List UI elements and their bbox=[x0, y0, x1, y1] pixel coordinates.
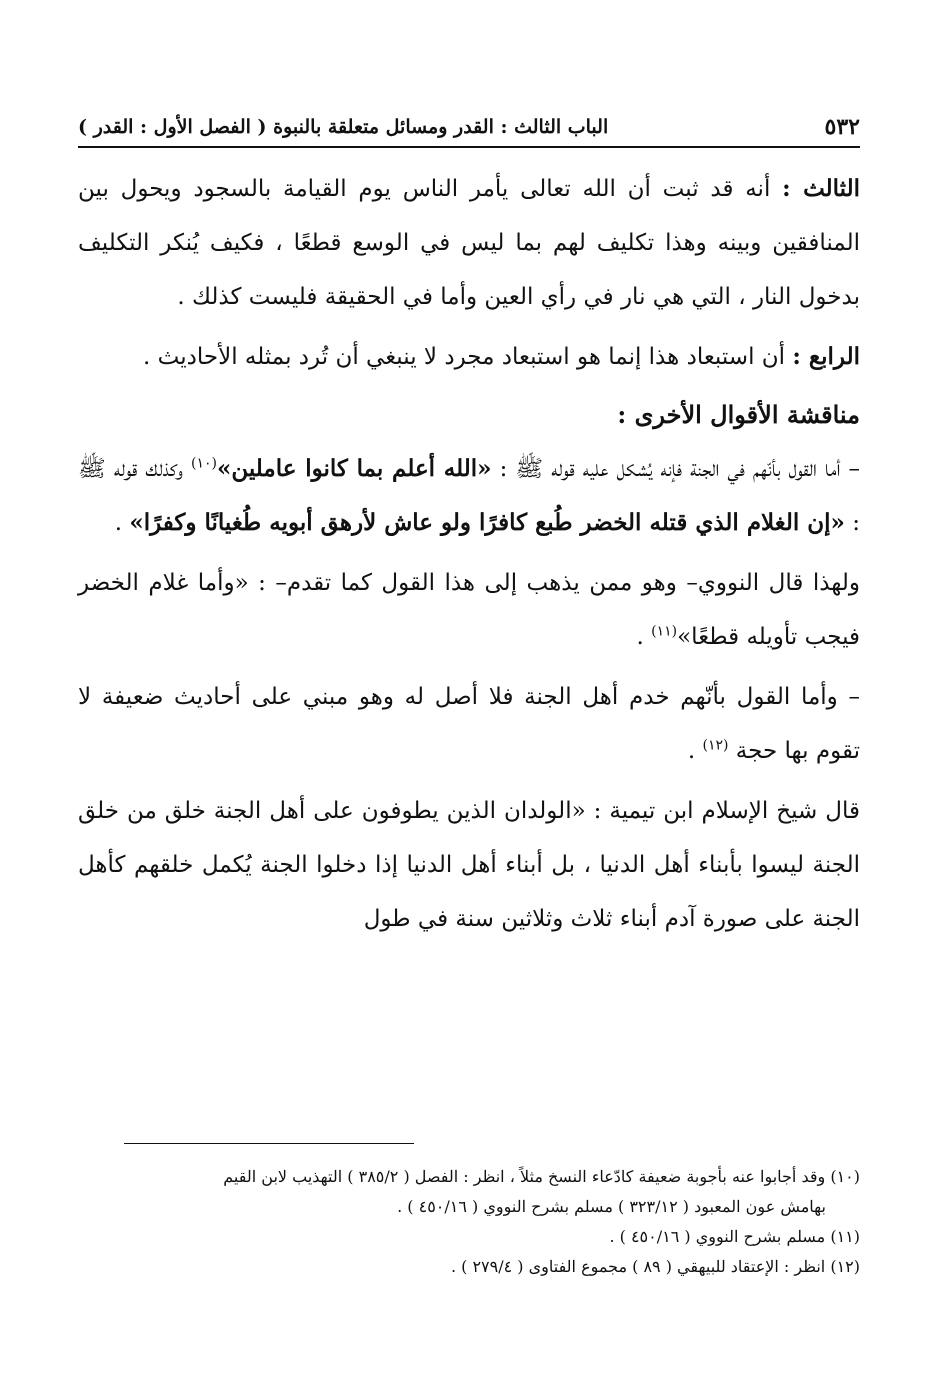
footnote-10 bbox=[78, 1162, 860, 1222]
paragraph-text: قال شيخ الإسلام ابن تيمية : «الولدان الذين يطوفون على أهل الجنة خلق من خلق الجنة ليسوا بأبناء أهل الدنيا ، بل أبناء أهل الدنيا إذا دخلوا الجنة يُكمل خلقهم كأهل الجنة على صورة آدم أبناء ثلاث وثلاثين سنة في طول bbox=[78, 798, 861, 932]
paragraph-lead: الرابع : bbox=[792, 343, 860, 370]
paragraph-text: ولهذا قال النووي– وهو ممن يذهب إلى هذا القول كما تقدم– : «وأما غلام الخضر فيجب تأويله قطعًا» bbox=[78, 570, 860, 650]
footnote-continuation: بهامش عون المعبود ( ٣٢٣/١٢ ) مسلم بشرح النووي ( ٤٥٠/١٦ ) . bbox=[397, 1197, 826, 1216]
paragraph-fourth-point bbox=[78, 330, 860, 384]
page-number: ٥٣٢ bbox=[824, 114, 860, 140]
running-title: الباب الثالث : القدر ومسائل متعلقة بالنبوة ( الفصل الأول : القدر ) bbox=[78, 116, 609, 138]
footnotes bbox=[78, 1143, 860, 1282]
paragraph-lead: الثالث : bbox=[782, 175, 861, 202]
hadith-quote: «إن الغلام الذي قتله الخضر طُبع كافرًا ولو عاش لأرهق أبويه طُغيانًا وكفرًا» bbox=[129, 509, 845, 536]
footnote-ref-11[interactable]: (١١) bbox=[651, 623, 678, 640]
paragraph-paradise-view bbox=[78, 442, 860, 550]
paragraph-text: . bbox=[687, 738, 703, 764]
section-heading: مناقشة الأقوال الأخرى : bbox=[617, 400, 860, 429]
page-header bbox=[78, 108, 860, 148]
paragraph-text: . bbox=[114, 510, 130, 536]
footnote-11 bbox=[78, 1222, 860, 1252]
paragraph-text: . bbox=[636, 624, 652, 650]
hadith-quote: «الله أعلم بما كانوا عاملين» bbox=[216, 455, 492, 482]
paragraph-ibn-taymiyyah bbox=[78, 784, 860, 946]
paragraph-nawawi bbox=[78, 556, 860, 664]
paragraph-third-point bbox=[78, 162, 860, 324]
paragraph-servants-view bbox=[78, 670, 860, 778]
page-body bbox=[78, 162, 860, 946]
paragraph-text: أنه قد ثبت أن الله تعالى يأمر الناس يوم القيامة بالسجود ويحول بين المنافقين وبينه وهذا تكليف لهم بما ليس في الوسع قطعًا ، فكيف يُنكر التكليف بدخول النار ، التي هي نار في رأي العين وأما في الحقيقة فليست كذلك . bbox=[78, 176, 860, 310]
paragraph-text: وكذلك قوله ﷺ : bbox=[78, 456, 860, 536]
footnote-ref-10[interactable]: (١٠) bbox=[191, 455, 217, 472]
document-page bbox=[78, 108, 860, 1348]
footnote-12 bbox=[78, 1252, 860, 1282]
paragraph-text: – أما القول بأنّهم في الجنة فإنه يُشكل عليه قوله ﷺ : bbox=[491, 456, 861, 482]
footnote-text: (١٢) انظر : الإعتقاد للبيهقي ( ٨٩ ) مجموع الفتاوى ( ٢٧٩/٤ ) . bbox=[450, 1257, 860, 1276]
footnote-text: (١٠) وقد أجابوا عنه بأجوبة ضعيفة كادّعاء النسخ مثلاً ، انظر : الفصل ( ٣٨٥/٢ ) التهذيب لابن القيم bbox=[223, 1167, 860, 1186]
footnote-divider bbox=[124, 1143, 414, 1144]
footnote-ref-12[interactable]: (١٢) bbox=[702, 737, 729, 754]
footnote-text: (١١) مسلم بشرح النووي ( ٤٥٠/١٦ ) . bbox=[609, 1227, 860, 1246]
paragraph-text: أن استبعاد هذا إنما هو استبعاد مجرد لا ينبغي أن تُرد بمثله الأحاديث . bbox=[143, 344, 793, 370]
paragraph-text: – وأما القول بأنّهم خدم أهل الجنة فلا أصل له وهو مبني على أحاديث ضعيفة لا تقوم بها حجة bbox=[78, 684, 860, 764]
